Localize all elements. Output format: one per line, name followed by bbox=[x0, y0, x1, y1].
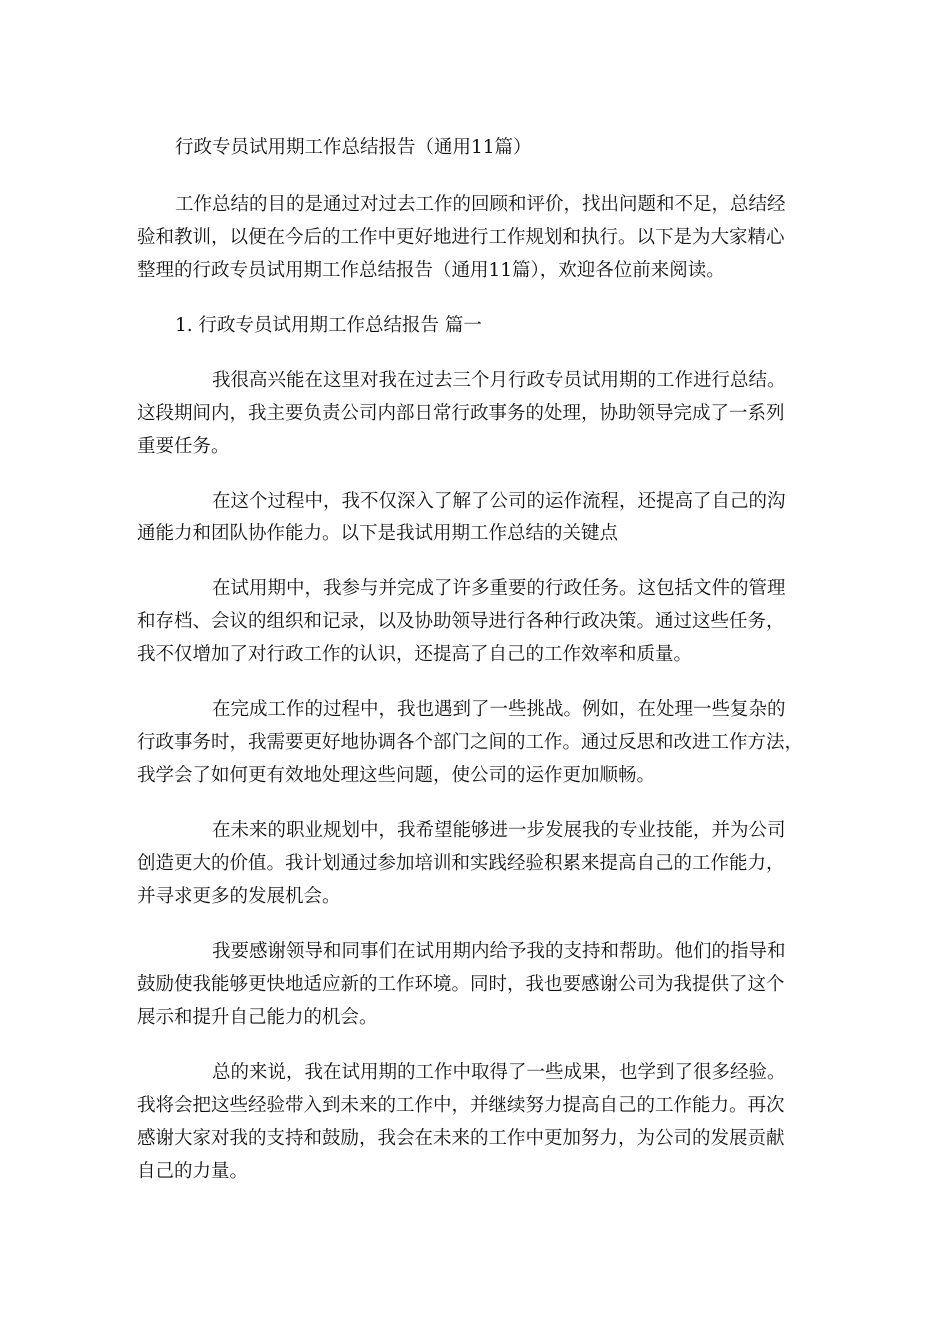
paragraph-line: 在完成工作的过程中，我也遇到了一些挑战。例如，在处理一些复杂的 bbox=[212, 699, 786, 720]
paragraph-line: 我很高兴能在这里对我在过去三个月行政专员试用期的工作进行总结。 bbox=[212, 370, 786, 391]
paragraph-line: 行政事务时，我需要更好地协调各个部门之间的工作。通过反思和改进工作方法， bbox=[137, 732, 804, 753]
paragraph-line: 在这个过程中，我不仅深入了解了公司的运作流程，还提高了自己的沟 bbox=[212, 491, 786, 512]
paragraph-line: 创造更大的价值。我计划通过参加培训和实践经验积累来提高自己的工作能力， bbox=[137, 853, 785, 874]
paragraph-line: 我不仅增加了对行政工作的认识，还提高了自己的工作效率和质量。 bbox=[137, 644, 693, 665]
paragraph-line: 这段期间内，我主要负责公司内部日常行政事务的处理，协助领导完成了一系列 bbox=[137, 403, 785, 424]
paragraph-line: 并寻求更多的发展机会。 bbox=[137, 886, 341, 907]
paragraph-line: 感谢大家对我的支持和鼓励，我会在未来的工作中更加努力，为公司的发展贡献 bbox=[137, 1128, 785, 1149]
paragraph-line: 在试用期中，我参与并完成了许多重要的行政任务。这包括文件的管理 bbox=[212, 578, 786, 599]
intro-line: 验和教训，以便在今后的工作中更好地进行工作规划和执行。以下是为大家精心 bbox=[137, 227, 785, 248]
paragraph-line: 总的来说，我在试用期的工作中取得了一些成果，也学到了很多经验。 bbox=[212, 1062, 786, 1083]
paragraph-line: 我将会把这些经验带入到未来的工作中，并继续努力提高自己的工作能力。再次 bbox=[137, 1095, 785, 1116]
paragraph-line: 和存档、会议的组织和记录，以及协助领导进行各种行政决策。通过这些任务， bbox=[137, 611, 785, 632]
paragraph-line: 我要感谢领导和同事们在试用期内给予我的支持和帮助。他们的指导和 bbox=[212, 941, 786, 962]
intro-line: 整理的行政专员试用期工作总结报告（通用11篇），欢迎各位前来阅读。 bbox=[137, 260, 725, 281]
paragraph-line: 重要任务。 bbox=[137, 436, 230, 457]
paragraph-line: 我学会了如何更有效地处理这些问题，使公司的运作更加顺畅。 bbox=[137, 765, 656, 786]
paragraph-line: 通能力和团队协作能力。以下是我试用期工作总结的关键点 bbox=[137, 523, 619, 544]
paragraph-line: 展示和提升自己能力的机会。 bbox=[137, 1007, 378, 1028]
intro-line: 工作总结的目的是通过对过去工作的回顾和评价，找出问题和不足，总结经 bbox=[175, 194, 786, 215]
paragraph-line: 在未来的职业规划中，我希望能够进一步发展我的专业技能，并为公司 bbox=[212, 820, 786, 841]
section-heading: 1. 行政专员试用期工作总结报告 篇一 bbox=[175, 315, 482, 336]
paragraph-line: 自己的力量。 bbox=[137, 1161, 249, 1182]
paragraph-line: 鼓励使我能够更快地适应新的工作环境。同时，我也要感谢公司为我提供了这个 bbox=[137, 974, 785, 995]
document-title: 行政专员试用期工作总结报告（通用11篇） bbox=[175, 137, 532, 158]
